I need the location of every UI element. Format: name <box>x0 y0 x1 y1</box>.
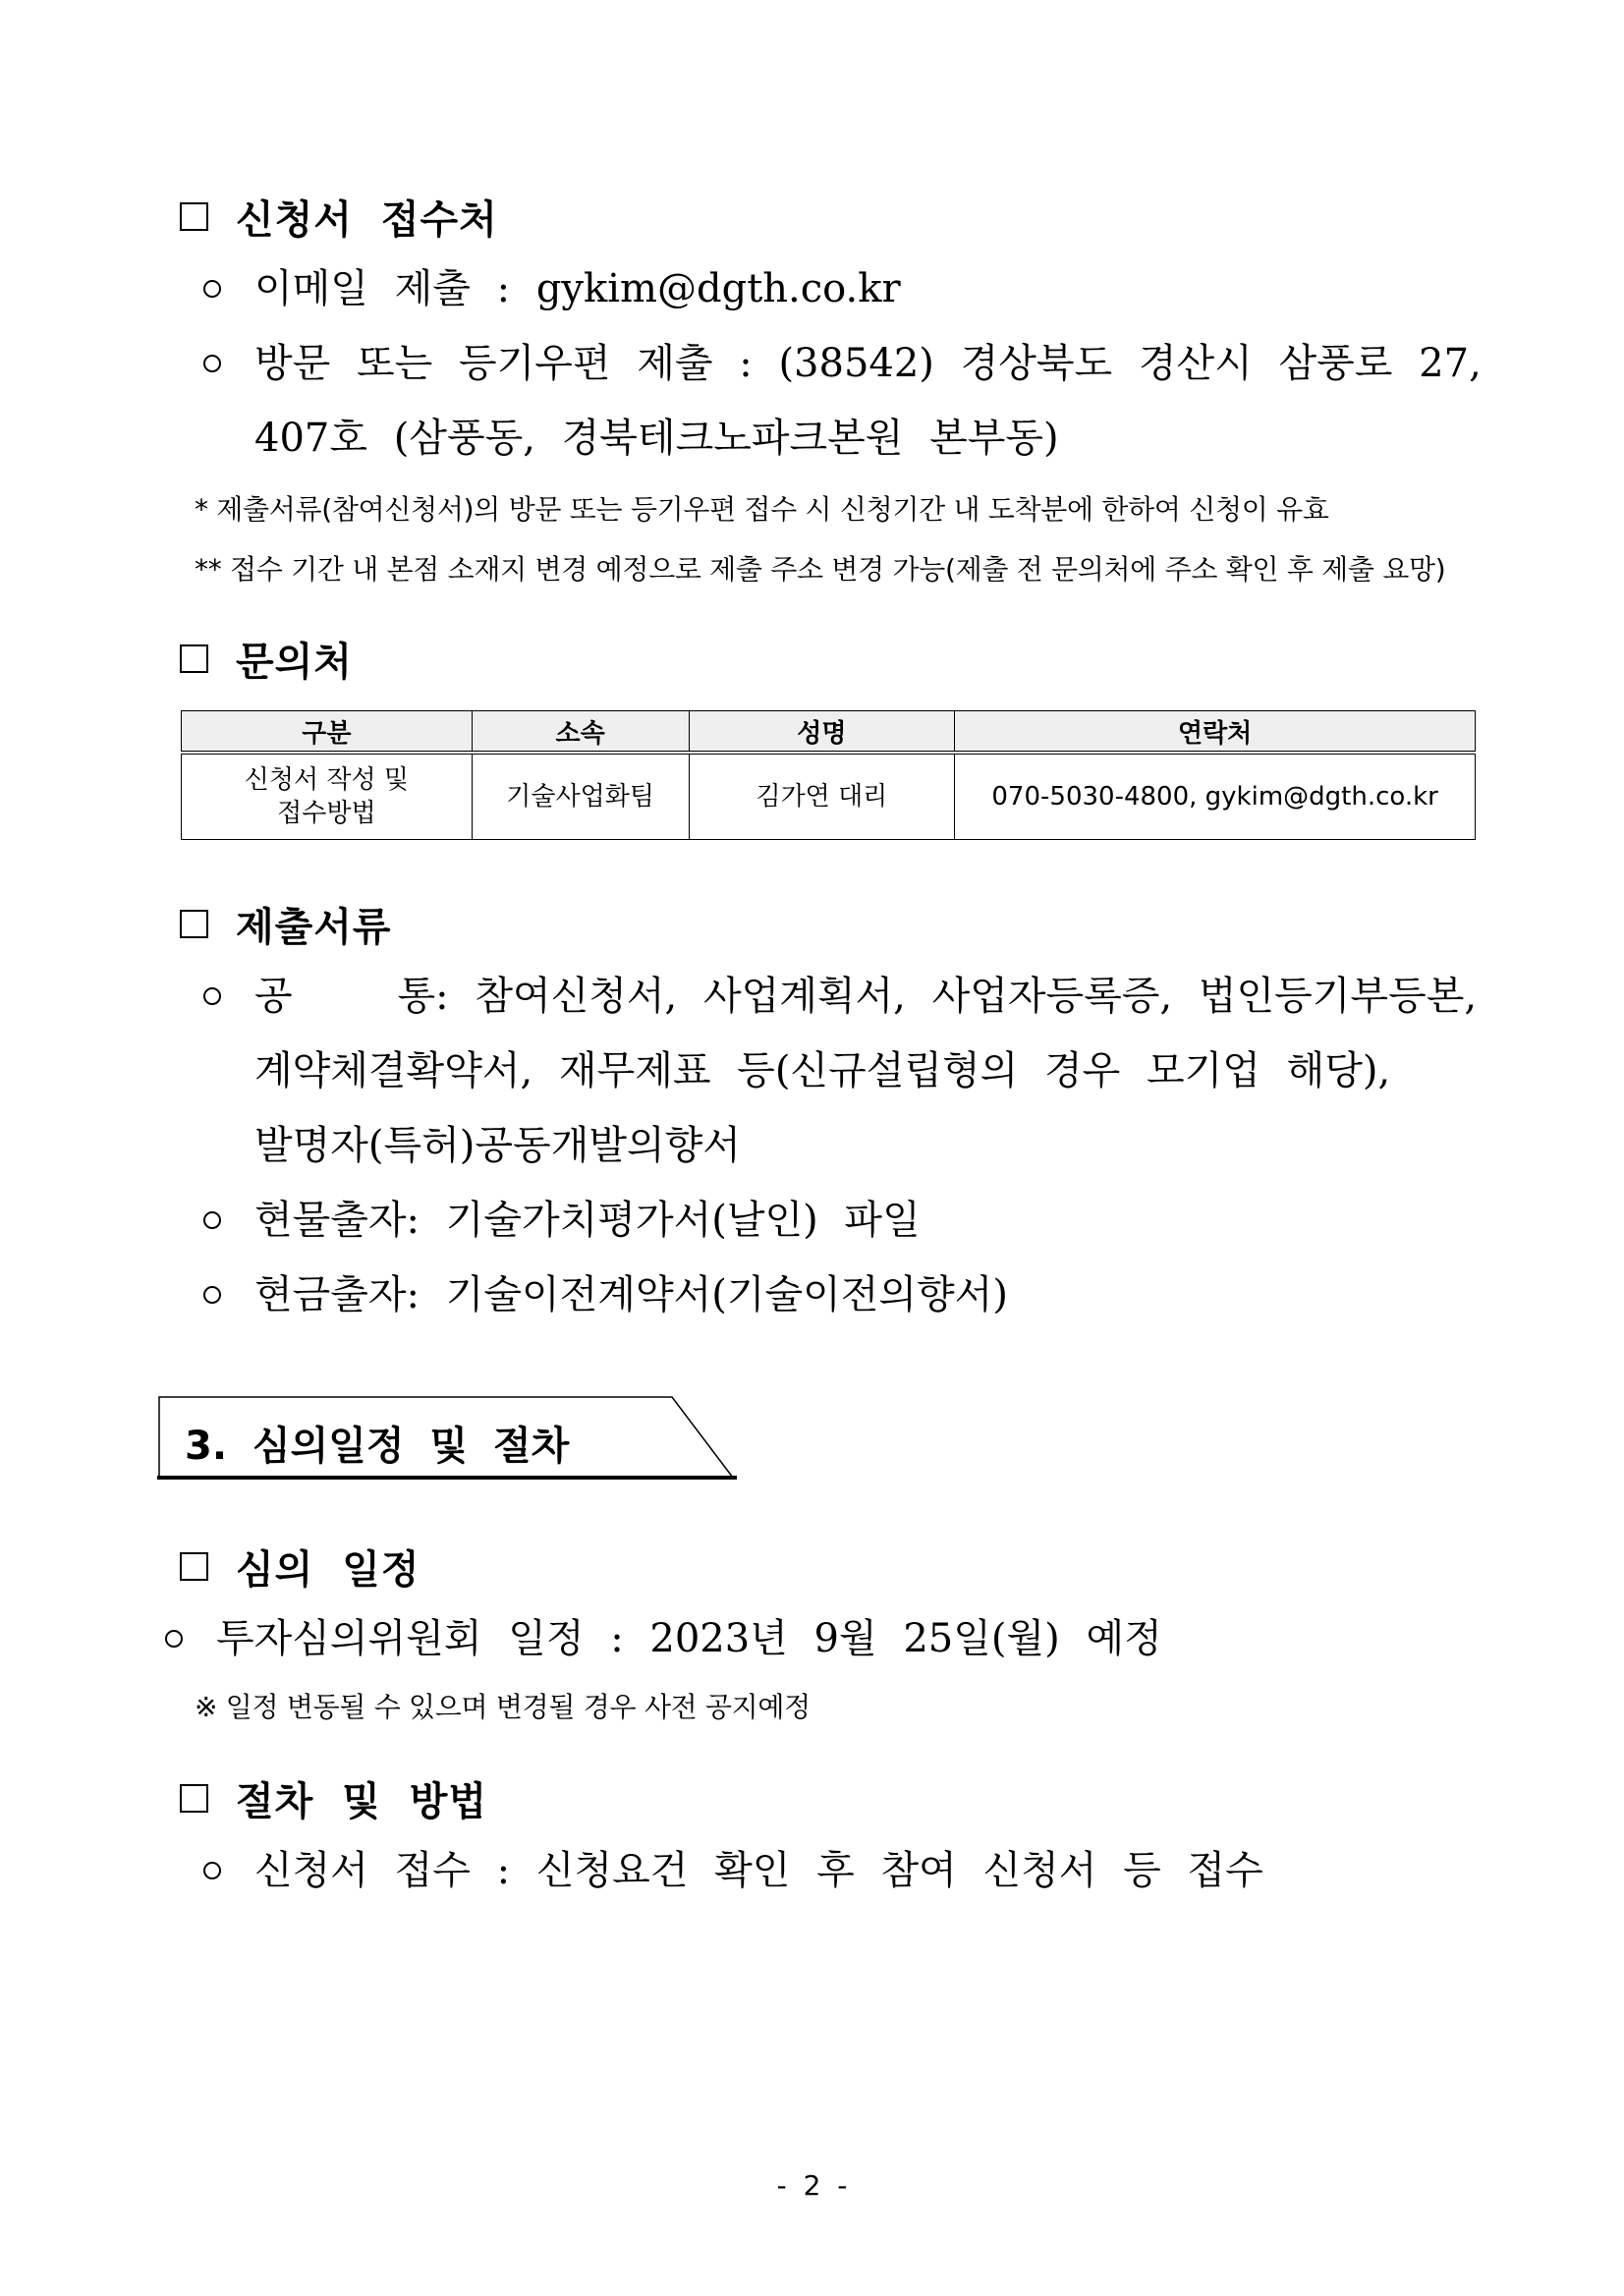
heading-contact-text: 문의처 <box>236 640 353 685</box>
cash-line: 현금출자: 기술이전계약서(기술이전의향서) <box>254 1272 1008 1317</box>
circle-bullet-icon <box>203 987 221 1005</box>
heading-documents-text: 제출서류 <box>236 905 392 950</box>
th-department: 소속 <box>472 711 689 754</box>
common-line-1-wrap <box>254 973 1477 1020</box>
th-name: 성명 <box>689 711 955 754</box>
note-1: * 제출서류(참여신청서)의 방문 또는 등기우편 접수 시 신청기간 내 도착분에 한하여 신청이 유효 <box>195 493 1329 526</box>
common-line-3: 발명자(특허)공동개발의향서 <box>254 1123 741 1168</box>
cell-category <box>182 753 473 840</box>
circle-bullet-icon <box>165 1630 183 1648</box>
heading-contact <box>180 631 353 687</box>
circle-bullet-icon <box>203 1286 221 1304</box>
checkbox-square-icon <box>180 644 208 673</box>
heading-schedule <box>180 1539 420 1595</box>
table-row <box>182 753 1476 840</box>
email-line: 이메일 제출 : gykim@dgth.co.kr <box>254 266 901 311</box>
schedule-line: 투자심의위원회 일정 : 2023년 9월 25일(월) 예정 <box>216 1616 1162 1661</box>
note-2: ** 접수 기간 내 본점 소재지 변경 예정으로 제출 주소 변경 가능(제출 전 문의처에 주소 확인 후 제출 요망) <box>195 553 1446 586</box>
visit-line-2: 407호 (삼풍동, 경북테크노파크본원 본부동) <box>254 416 1059 461</box>
circle-bullet-icon <box>203 280 221 298</box>
th-category: 구분 <box>182 711 473 754</box>
heading-receipt-text: 신청서 접수처 <box>236 197 498 243</box>
procedure-line: 신청서 접수 : 신청요건 확인 후 참여 신청서 등 접수 <box>254 1848 1263 1893</box>
section3-title: 3. 심의일정 및 절차 <box>185 1424 570 1469</box>
in-kind-line: 현물출자: 기술가치평가서(날인) 파일 <box>254 1198 921 1243</box>
cell-department: 기술사업화팀 <box>472 753 689 840</box>
checkbox-square-icon <box>180 910 208 938</box>
page-number: - 2 - <box>776 2169 848 2202</box>
common-line-2: 계약체결확약서, 재무제표 등(신규설립형의 경우 모기업 해당), <box>254 1048 1391 1093</box>
checkbox-square-icon <box>180 1784 208 1813</box>
visit-line-1: 방문 또는 등기우편 제출 : (38542) 경상북도 경산시 삼풍로 27, <box>254 341 1482 386</box>
circle-bullet-icon <box>203 1211 221 1229</box>
section3-title-tab <box>157 1395 737 1480</box>
cell-name: 김가연 대리 <box>689 753 955 840</box>
schedule-note: ※ 일정 변동될 수 있으며 변경될 경우 사전 공지예정 <box>195 1691 811 1723</box>
heading-procedure <box>180 1770 487 1826</box>
circle-bullet-icon <box>203 1862 221 1879</box>
th-contact: 연락처 <box>955 711 1476 754</box>
category-line-1: 신청서 작성 및 <box>244 765 409 795</box>
checkbox-square-icon <box>180 202 208 231</box>
heading-procedure-text: 절차 및 방법 <box>236 1779 488 1824</box>
cell-contact: 070-5030-4800, gykim@dgth.co.kr <box>955 753 1476 840</box>
category-line-2: 접수방법 <box>277 799 376 828</box>
heading-documents <box>180 896 392 952</box>
common-line-1: 참여신청서, 사업계획서, 사업자등록증, 법인등기부등본, <box>475 974 1478 1019</box>
contact-table <box>181 710 1476 840</box>
circle-bullet-icon <box>203 355 221 372</box>
common-label: 공 통: <box>254 974 449 1019</box>
heading-schedule-text: 심의 일정 <box>236 1547 420 1593</box>
checkbox-square-icon <box>180 1552 208 1581</box>
table-header-row <box>182 711 1476 754</box>
heading-receipt <box>180 189 498 245</box>
